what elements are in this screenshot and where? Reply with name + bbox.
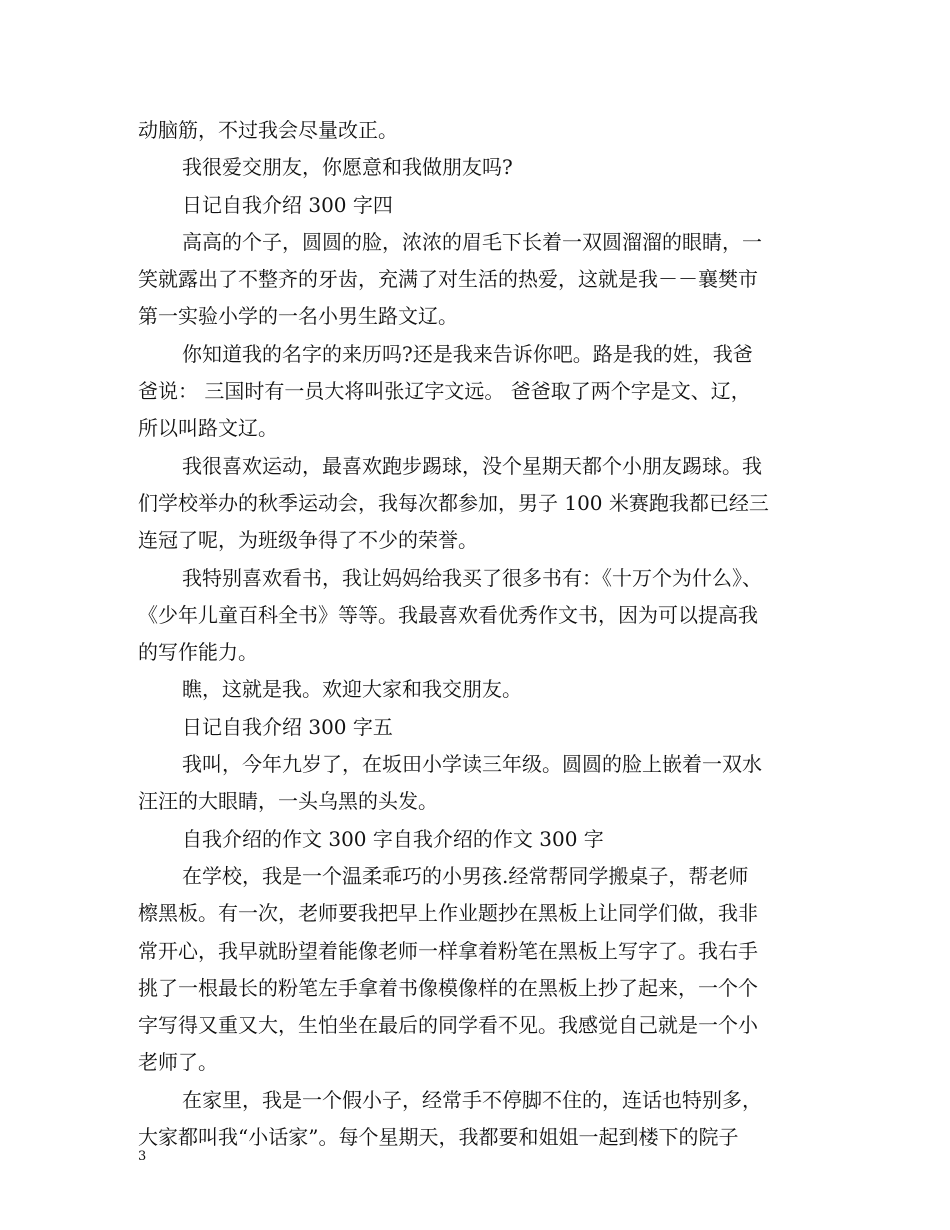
document-body	[138, 112, 818, 1156]
text-line: 连冠了呢，为班级争得了不少的荣誉。	[138, 528, 478, 553]
text-line: 《少年儿童百科全书》等等。我最喜欢看优秀作文书，因为可以提高我	[138, 602, 758, 627]
text-line: 所以叫路文辽。	[138, 416, 278, 441]
text-line: 常开心，我早就盼望着能像老师一样拿着粉笔在黑板上写字了。我右手	[138, 938, 758, 963]
text-line: 日记自我介绍 300 字五	[182, 714, 393, 739]
text-line: 字写得又重又大，生怕坐在最后的同学看不见。我感觉自己就是一个小	[138, 1013, 758, 1038]
text-line: 在家里，我是一个假小子，经常手不停脚不住的，连话也特别多，	[182, 1087, 762, 1112]
text-line: 大家都叫我“小话家”。每个星期天，我都要和姐姐一起到楼下的院子	[138, 1125, 739, 1150]
text-line: 挑了一根最长的粉笔左手拿着书像模像样的在黑板上抄了起来，一个个	[138, 975, 758, 1000]
text-line: 檫黑板。有一次，老师要我把早上作业题抄在黑板上让同学们做，我非	[138, 901, 758, 926]
text-line: 你知道我的名字的来历吗?还是我来告诉你吧。路是我的姓，我爸	[182, 341, 753, 366]
text-line: 自我介绍的作文 300 字自我介绍的作文 300 字	[182, 826, 604, 851]
text-line: 第一实验小学的一名小男生路文辽。	[138, 304, 458, 329]
page-number: 3	[138, 1149, 147, 1164]
text-line: 在学校，我是一个温柔乖巧的小男孩.经常帮同学搬桌子，帮老师	[182, 863, 749, 888]
text-line: 我特别喜欢看书，我让妈妈给我买了很多书有：《十万个为什么》、	[182, 565, 762, 590]
text-line: 笑就露出了不整齐的牙齿，充满了对生活的热爱，这就是我－－襄樊市	[138, 267, 758, 292]
text-line: 瞧，这就是我。欢迎大家和我交朋友。	[182, 677, 522, 702]
text-line: 我很喜欢运动，最喜欢跑步踢球，没个星期天都个小朋友踢球。我	[182, 453, 762, 478]
text-line: 高高的个子，圆圆的脸，浓浓的眉毛下长着一双圆溜溜的眼睛，一	[182, 229, 762, 254]
text-line: 们学校举办的秋季运动会，我每次都参加，男子 100 米赛跑我都已经三	[138, 490, 769, 515]
text-line: 我很爱交朋友，你愿意和我做朋友吗?	[182, 155, 513, 180]
text-line: 动脑筋，不过我会尽量改正。	[138, 118, 398, 142]
text-line: 我叫，今年九岁了，在坂田小学读三年级。圆圆的脸上嵌着一双水	[182, 752, 762, 777]
text-line: 的写作能力。	[138, 640, 258, 665]
text-line: 日记自我介绍 300 字四	[182, 192, 393, 217]
text-line: 爸说： 三国时有一员大将叫张辽字文远。 爸爸取了两个字是文、辽，	[138, 379, 751, 404]
text-line: 汪汪的大眼睛，一头乌黑的头发。	[138, 789, 438, 814]
text-line: 老师了。	[138, 1050, 218, 1075]
